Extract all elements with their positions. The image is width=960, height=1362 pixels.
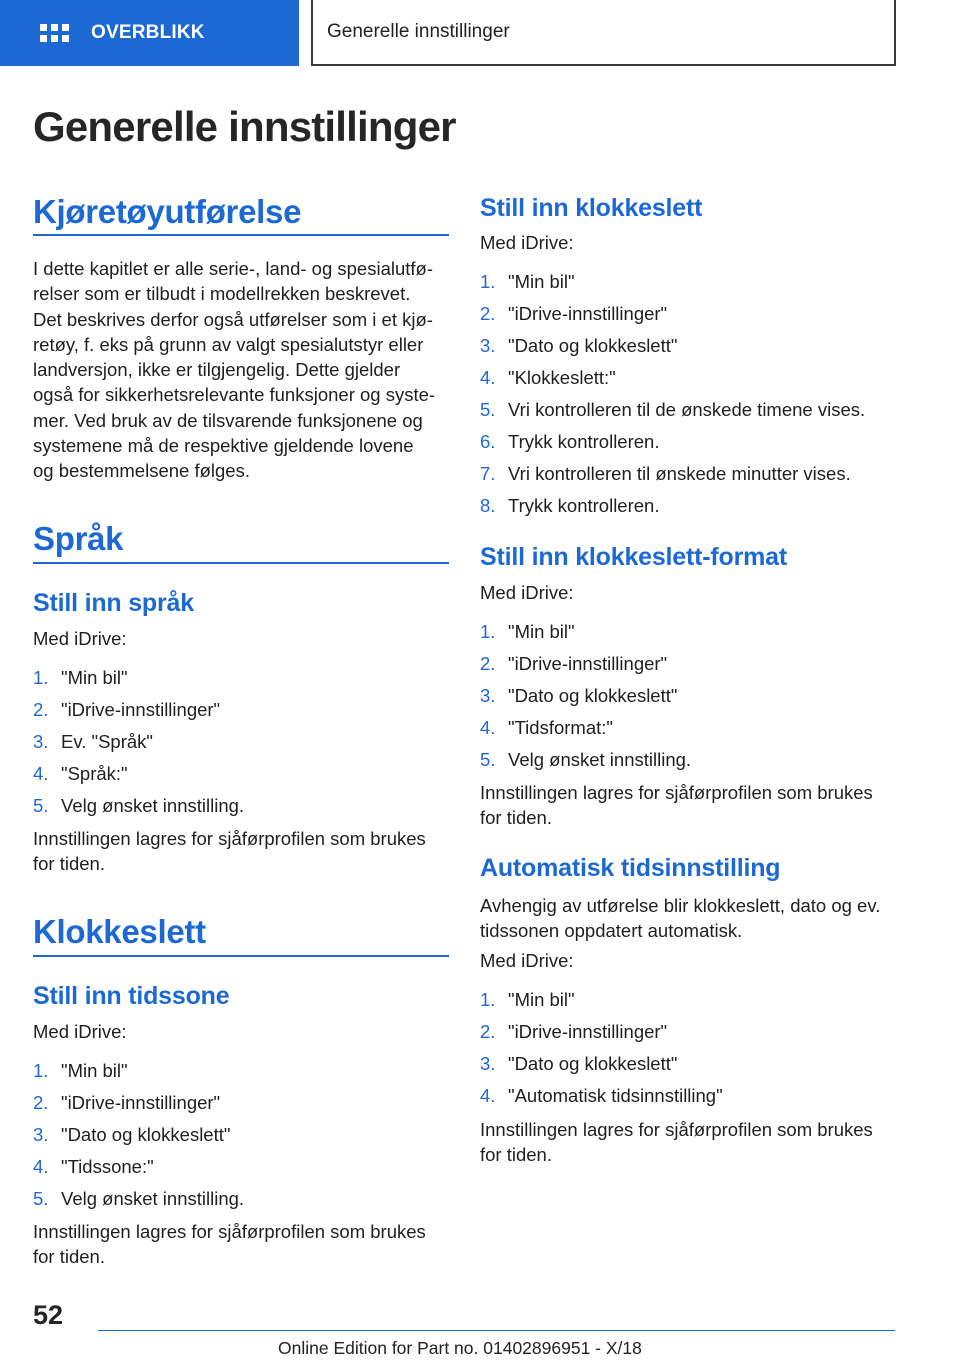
step-number: 3. (480, 685, 496, 706)
section-rule (33, 234, 449, 236)
step-text: Vri kontrolleren til de ønskede timene vises. (508, 399, 866, 420)
step-number: 1. (480, 989, 496, 1010)
step-number: 2. (480, 1021, 496, 1042)
text-line: Det beskrives derfor også utførelser som i et kjø- (33, 308, 433, 330)
list-item (480, 717, 691, 749)
lead-text: Med iDrive: (33, 1021, 127, 1042)
step-text: "iDrive-innstillinger" (508, 1021, 668, 1042)
list-item (480, 621, 691, 653)
steps-list-set-time (480, 271, 865, 527)
list-item (33, 1060, 244, 1092)
note-paragraph (33, 826, 426, 877)
step-text: "Min bil" (508, 621, 575, 642)
step-number: 2. (33, 699, 49, 720)
step-number: 5. (480, 399, 496, 420)
text-line: for tiden. (480, 1144, 552, 1166)
text-line: Innstillingen lagres for sjåførprofilen som brukes (480, 1119, 873, 1140)
list-item (480, 685, 691, 717)
step-text: "Språk:" (61, 763, 128, 784)
step-number: 2. (480, 303, 496, 324)
text-line: mer. Ved bruk av de tilsvarende funksjonene og (33, 409, 423, 431)
step-text: "Dato og klokkeslett" (508, 335, 678, 356)
edition-text: Online Edition for Part no. 01402896951 - X/18 (278, 1338, 642, 1358)
breadcrumb[interactable] (311, 0, 896, 66)
list-item (33, 1092, 244, 1124)
subheading-set-time: Still inn klokkeslett (480, 194, 703, 222)
overview-nav-button[interactable] (0, 0, 299, 66)
list-item (480, 431, 865, 463)
step-number: 4. (33, 1156, 49, 1177)
step-number: 3. (480, 335, 496, 356)
steps-list-timezone (33, 1060, 244, 1220)
text-line: Innstillingen lagres for sjåførprofilen som brukes (33, 828, 426, 849)
list-item (480, 749, 691, 781)
list-item (480, 1085, 723, 1117)
section-heading-clock: Klokkeslett (33, 913, 206, 950)
overview-nav-label: OVERBLIKK (91, 22, 205, 43)
vehicle-paragraph (33, 256, 435, 484)
text-line: landversjon, ikke er tilgjengelig. Dette gjelder (33, 359, 401, 381)
list-item (480, 303, 865, 335)
list-item (33, 763, 244, 795)
list-item (33, 795, 244, 827)
subheading-auto-time: Automatisk tidsinnstilling (480, 854, 781, 882)
step-number: 3. (480, 1053, 496, 1074)
step-number: 5. (480, 749, 496, 770)
text-line: for tiden. (33, 1246, 105, 1268)
step-text: "iDrive-innstillinger" (508, 303, 668, 324)
list-item (480, 989, 723, 1021)
step-text: "iDrive-innstillinger" (508, 653, 668, 674)
step-text: "Min bil" (508, 271, 575, 292)
note-paragraph (480, 780, 873, 831)
steps-list-language (33, 667, 244, 827)
list-item (480, 271, 865, 303)
step-number: 2. (33, 1092, 49, 1113)
step-number: 6. (480, 431, 496, 452)
list-item (33, 1156, 244, 1188)
lead-text: Med iDrive: (480, 582, 574, 603)
text-line: og bestemmelsene følges. (33, 460, 250, 482)
list-item (480, 1053, 723, 1085)
text-line: Innstillingen lagres for sjåførprofilen som brukes (33, 1221, 426, 1242)
step-text: Velg ønsket innstilling. (61, 795, 245, 816)
step-number: 5. (33, 795, 49, 816)
top-bar (0, 0, 960, 66)
step-text: "Tidssone:" (61, 1156, 154, 1177)
step-text: Trykk kontrolleren. (508, 495, 660, 516)
steps-list-time-format (480, 621, 691, 781)
note-paragraph (33, 1219, 426, 1270)
step-number: 7. (480, 463, 496, 484)
step-text: "Tidsformat:" (508, 717, 613, 738)
text-line: for tiden. (33, 853, 105, 875)
text-line: også for sikkerhetsrelevante funksjoner og syste- (33, 384, 436, 406)
text-line: tidssonen oppdatert automatisk. (480, 920, 743, 942)
step-text: Vri kontrolleren til ønskede minutter vises. (508, 463, 851, 484)
steps-list-auto-time (480, 989, 723, 1117)
auto-time-intro (480, 893, 880, 944)
lead-text: Med iDrive: (33, 628, 127, 649)
section-rule (33, 562, 449, 564)
step-number: 3. (33, 1124, 49, 1145)
step-text: "Automatisk tidsinnstilling" (508, 1085, 723, 1106)
list-item (33, 699, 244, 731)
grid-menu-icon (40, 24, 69, 42)
footer-rule (98, 1330, 895, 1331)
step-text: "iDrive-innstillinger" (61, 699, 221, 720)
step-number: 8. (480, 495, 496, 516)
step-number: 2. (480, 653, 496, 674)
text-line: relser som er tilbudt i modellrekken beskrevet. (33, 283, 411, 305)
step-text: Ev. "Språk" (61, 731, 153, 752)
list-item (480, 399, 865, 431)
subheading-set-language: Still inn språk (33, 589, 194, 617)
list-item (33, 1188, 244, 1220)
step-number: 4. (480, 717, 496, 738)
list-item (480, 367, 865, 399)
step-text: "Klokkeslett:" (508, 367, 616, 388)
subheading-time-format: Still inn klokkeslett-format (480, 543, 787, 571)
step-number: 1. (480, 271, 496, 292)
step-text: Velg ønsket innstilling. (508, 749, 692, 770)
lead-text: Med iDrive: (480, 950, 574, 971)
step-number: 4. (480, 367, 496, 388)
text-line: Innstillingen lagres for sjåførprofilen som brukes (480, 782, 873, 803)
step-text: "Min bil" (61, 667, 128, 688)
step-text: "Min bil" (61, 1060, 128, 1081)
step-number: 3. (33, 731, 49, 752)
step-text: "Dato og klokkeslett" (61, 1124, 231, 1145)
text-line: Avhengig av utførelse blir klokkeslett, dato og ev. (480, 895, 881, 916)
list-item (480, 495, 865, 527)
subheading-set-timezone: Still inn tidssone (33, 982, 230, 1010)
lead-text: Med iDrive: (480, 232, 574, 253)
text-line: retøy, f. eks på grunn av valgt spesialutstyr eller (33, 333, 424, 355)
list-item (33, 667, 244, 699)
step-number: 1. (480, 621, 496, 642)
step-number: 4. (33, 763, 49, 784)
list-item (33, 1124, 244, 1156)
page-number: 52 (33, 1300, 64, 1330)
step-text: "Min bil" (508, 989, 575, 1010)
section-heading-vehicle: Kjøretøyutførelse (33, 193, 302, 230)
step-number: 1. (33, 1060, 49, 1081)
section-rule (33, 955, 449, 957)
text-line: systemene må de respektive gjeldende lovene (33, 435, 414, 457)
note-paragraph (480, 1117, 873, 1168)
section-heading-language: Språk (33, 520, 124, 557)
step-text: "iDrive-innstillinger" (61, 1092, 221, 1113)
text-line: for tiden. (480, 807, 552, 829)
text-line: I dette kapitlet er alle serie-, land- og spesialutfø- (33, 258, 433, 279)
step-text: Velg ønsket innstilling. (61, 1188, 245, 1209)
step-number: 4. (480, 1085, 496, 1106)
step-text: "Dato og klokkeslett" (508, 1053, 678, 1074)
page-title: Generelle innstillinger (33, 103, 456, 150)
step-text: Trykk kontrolleren. (508, 431, 660, 452)
list-item (480, 335, 865, 367)
step-text: "Dato og klokkeslett" (508, 685, 678, 706)
step-number: 5. (33, 1188, 49, 1209)
list-item (480, 463, 865, 495)
list-item (480, 653, 691, 685)
step-number: 1. (33, 667, 49, 688)
list-item (480, 1021, 723, 1053)
list-item (33, 731, 244, 763)
breadcrumb-text: Generelle innstillinger (327, 21, 510, 42)
